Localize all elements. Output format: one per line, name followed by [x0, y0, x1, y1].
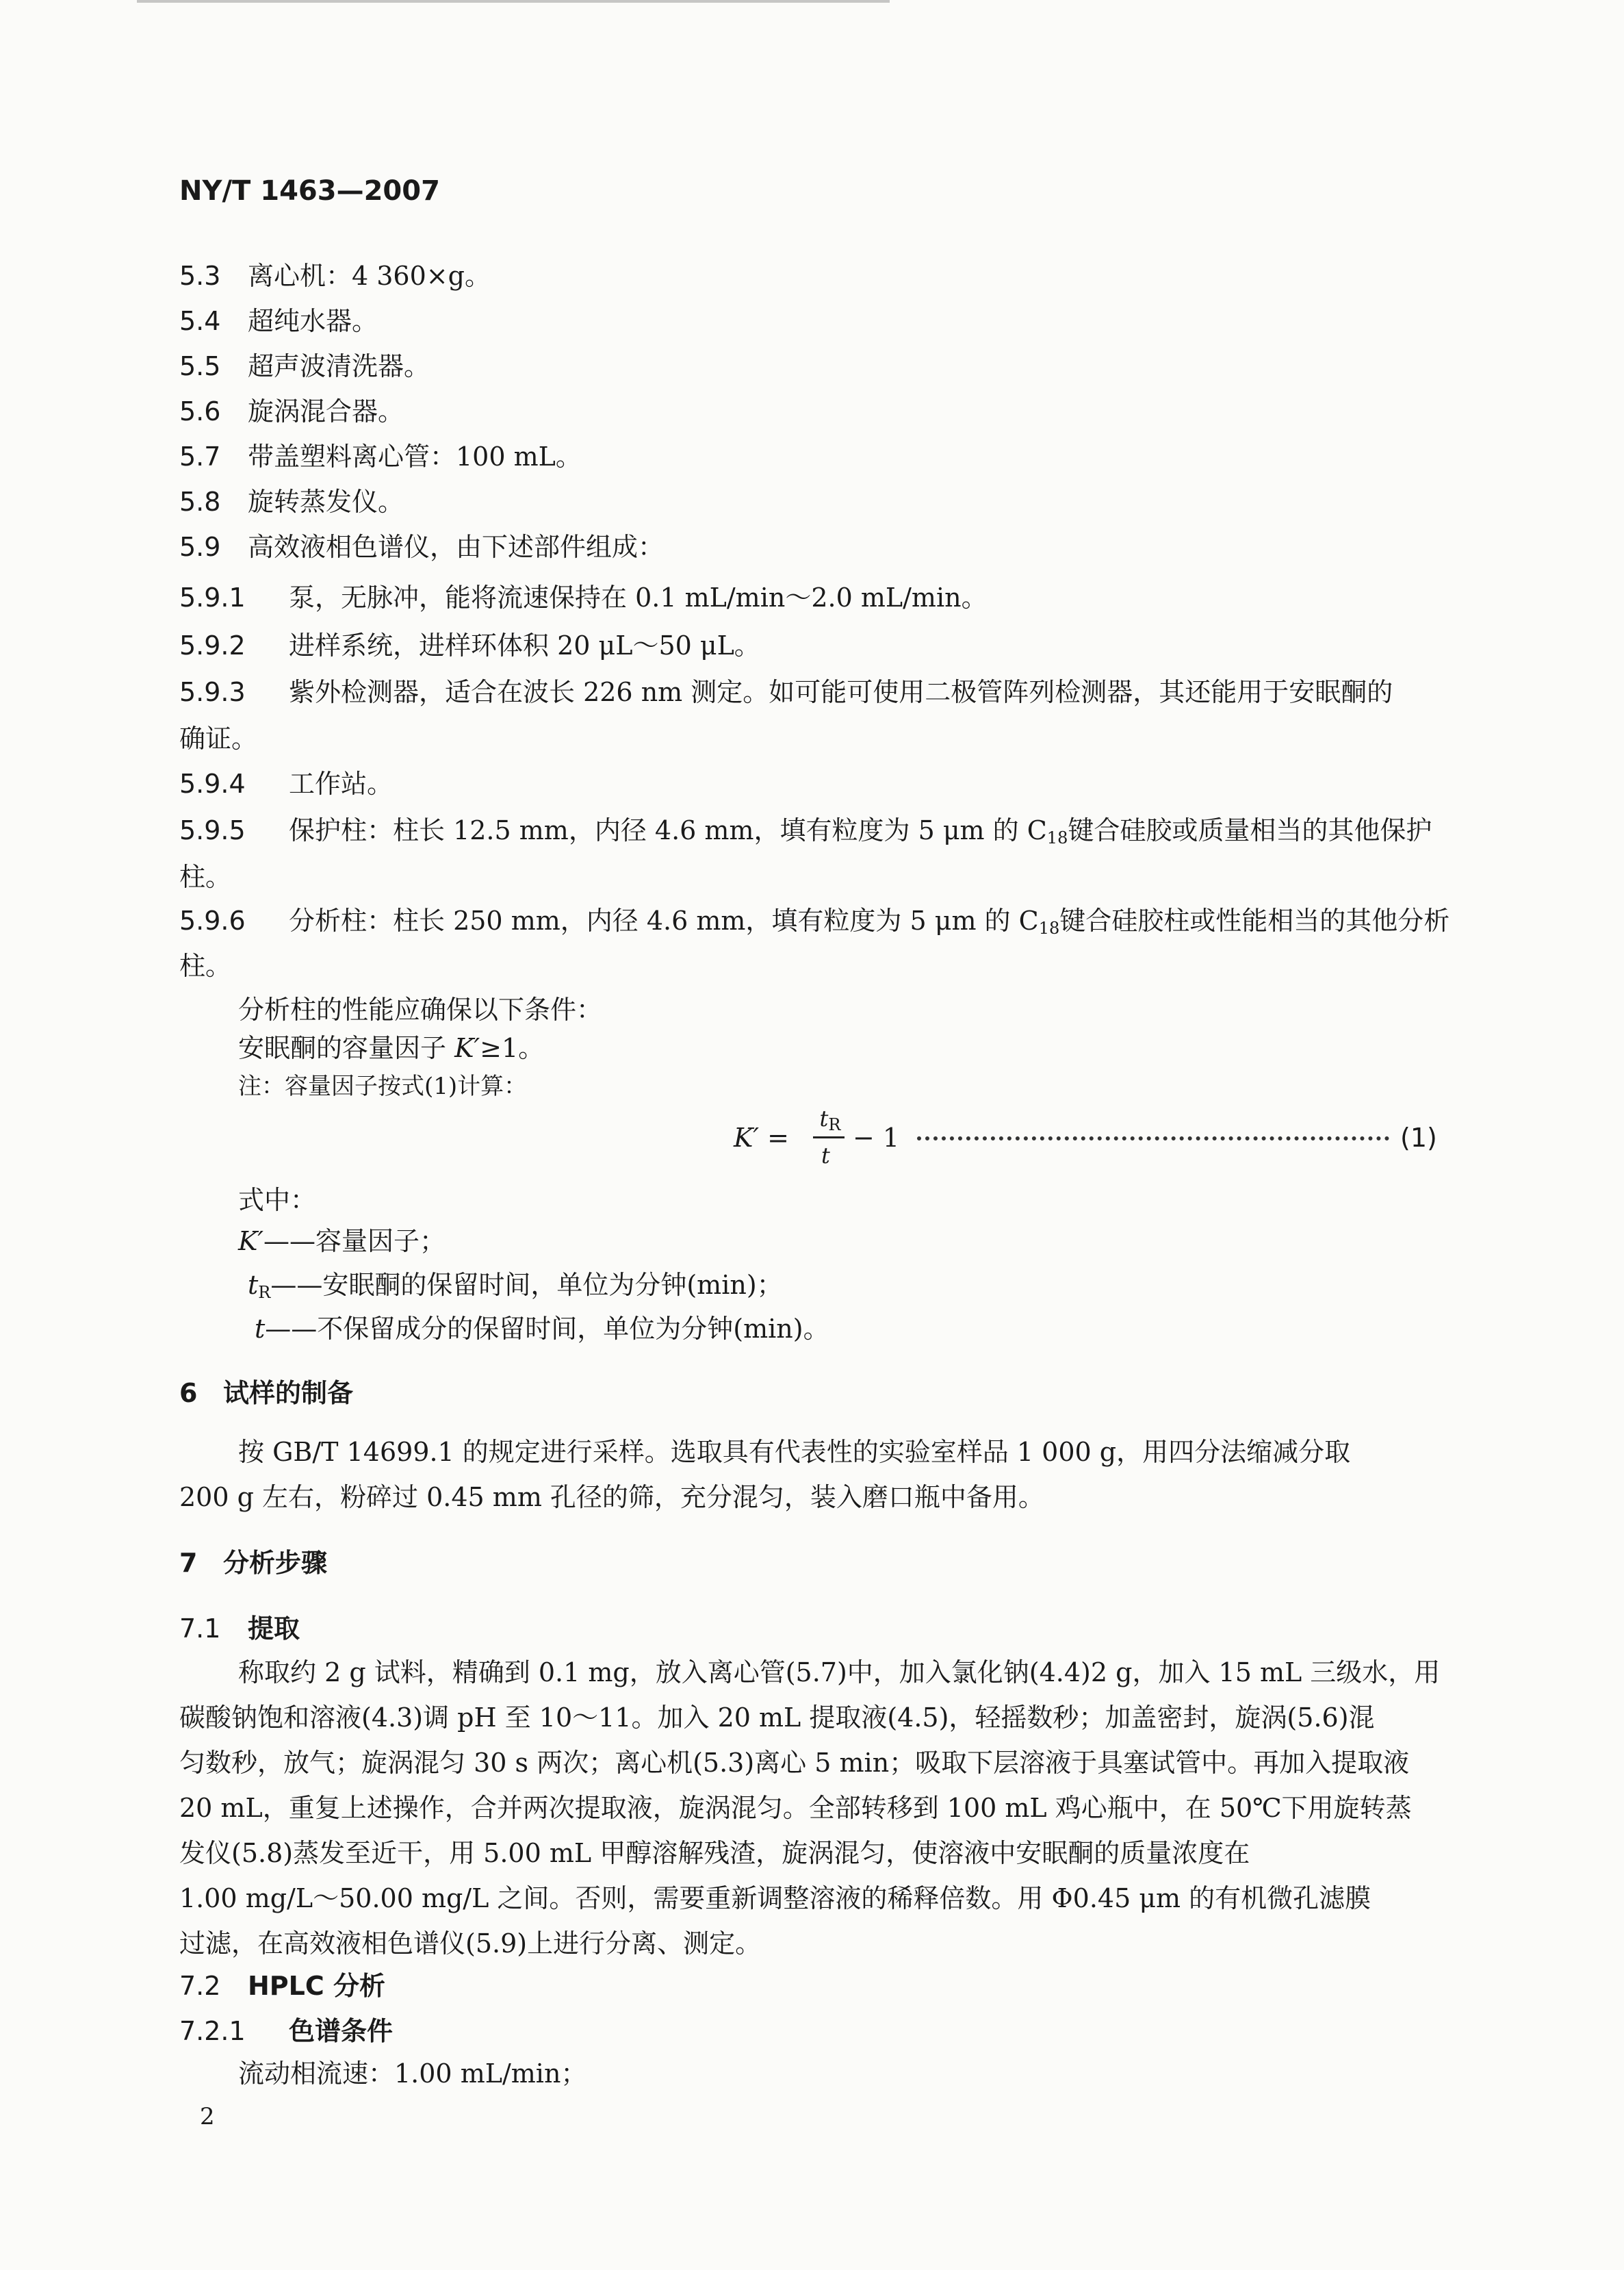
formula-rhs: − 1: [853, 1123, 900, 1153]
item-5-9: 5.9 高效液相色谱仪，由下述部件组成：: [179, 532, 665, 562]
item-5-8: 5.8 旋转蒸发仪。: [179, 487, 404, 517]
item-5-4: 5.4 超纯水器。: [179, 306, 378, 336]
scan-edge-mark: [137, 0, 890, 10]
section-7-2-heading: 7.2 HPLC 分析: [179, 1971, 385, 2001]
section-7-1-para-line-3: 匀数秒，放气；旋涡混匀 30 s 两次；离心机(5.3)离心 5 min；吸取下层溶液于具塞试管中。再加入提取液: [179, 1748, 1410, 1778]
section-7-1-para-line-7: 过滤，在高效液相色谱仪(5.9)上进行分离、测定。: [179, 1928, 762, 1959]
section-6-heading: 6 试样的制备: [179, 1378, 354, 1408]
formula-number: (1): [1400, 1123, 1437, 1153]
fraction-bar: [813, 1136, 845, 1138]
item-5-9-2: 5.9.2 进样系统，进样环体积 20 μL～50 μL。: [179, 630, 760, 661]
performance-line-2: 安眠酮的容量因子 K′≥1。: [238, 1033, 545, 1063]
definition-t: t——不保留成分的保留时间，单位为分钟(min)。: [255, 1314, 829, 1344]
item-5-6: 5.6 旋涡混合器。: [179, 396, 404, 426]
section-7-1-para-line-2: 碳酸钠饱和溶液(4.3)调 pH 至 10～11。加入 20 mL 提取液(4.5)，轻摇数秒；加盖密封，旋涡(5.6)混: [179, 1702, 1375, 1733]
section-6-para-line-2: 200 g 左右，粉碎过 0.45 mm 孔径的筛，充分混匀，装入磨口瓶中备用。: [179, 1482, 1044, 1512]
page-number: 2: [200, 2103, 215, 2130]
item-5-9-4: 5.9.4 工作站。: [179, 769, 394, 799]
item-5-9-3-cont: 确证。: [179, 724, 258, 754]
note: 注：容量因子按式(1)计算：: [238, 1073, 528, 1100]
item-5-9-5-cont: 柱。: [179, 862, 232, 892]
definition-tr: $t_R——$安眠酮的保留时间，单位为分钟(min)；: [248, 1270, 783, 1302]
section-7-1-para-line-5: 发仪(5.8)蒸发至近干，用 5.00 mL 甲醇溶解残渣，旋涡混匀，使溶液中安眠酮的质量浓度在: [179, 1838, 1250, 1868]
item-5-9-6-cont: 柱。: [179, 951, 232, 981]
standard-number: NY/T 1463—2007: [179, 175, 440, 207]
formula-lhs: K′ =: [734, 1123, 789, 1153]
definition-k: K′——容量因子；: [238, 1226, 446, 1256]
section-7-2-1-heading: 7.2.1 色谱条件: [179, 2016, 394, 2046]
formula-leader-dots: [917, 1136, 1389, 1140]
formula-numerator: $t_R$: [819, 1106, 841, 1134]
section-7-1-para-line-6: 1.00 mg/L～50.00 mg/L 之间。否则，需要重新调整溶液的稀释倍数。用 Φ0.45 μm 的有机微孔滤膜: [179, 1883, 1371, 1913]
item-5-5: 5.5 超声波清洗器。: [179, 351, 430, 381]
item-5-9-5: 5.9.5 保护柱：柱长 12.5 mm，内径 4.6 mm，填有粒度为 5 μm 的 $C_{18}$键合硅胶或质量相当的其他保护: [179, 815, 1432, 847]
section-7-1-heading: 7.1 提取: [179, 1614, 300, 1644]
section-7-1-para-line-4: 20 mL，重复上述操作，合并两次提取液，旋涡混匀。全部转移到 100 mL 鸡心瓶中，在 50℃下用旋转蒸: [179, 1793, 1412, 1823]
flow-rate-line: 流动相流速：1.00 mL/min；: [238, 2058, 587, 2089]
performance-line-1: 分析柱的性能应确保以下条件：: [238, 995, 603, 1025]
section-6-para-line-1: 按 GB/T 14699.1 的规定进行采样。选取具有代表性的实验室样品 1 000 g，用四分法缩减分取: [238, 1437, 1351, 1467]
where-label: 式中：: [238, 1185, 317, 1215]
item-5-3: 5.3 离心机：4 360×g。: [179, 261, 491, 291]
section-7-heading: 7 分析步骤: [179, 1548, 328, 1578]
item-5-7: 5.7 带盖塑料离心管：100 mL。: [179, 442, 582, 472]
item-5-9-1: 5.9.1 泵，无脉冲，能将流速保持在 0.1 mL/min～2.0 mL/min。: [179, 583, 988, 613]
item-5-9-6: 5.9.6 分析柱：柱长 250 mm，内径 4.6 mm，填有粒度为 5 μm 的 $C_{18}$键合硅胶柱或性能相当的其他分析: [179, 906, 1450, 938]
item-5-9-3: 5.9.3 紫外检测器，适合在波长 226 nm 测定。如可能可使用二极管阵列检测器，其还能用于安眠酮的: [179, 677, 1393, 707]
formula-denominator: t: [821, 1143, 830, 1169]
section-7-1-para-line-1: 称取约 2 g 试料，精确到 0.1 mg，放入离心管(5.7)中，加入氯化钠(4.4)2 g，加入 15 mL 三级水，用: [238, 1657, 1441, 1687]
